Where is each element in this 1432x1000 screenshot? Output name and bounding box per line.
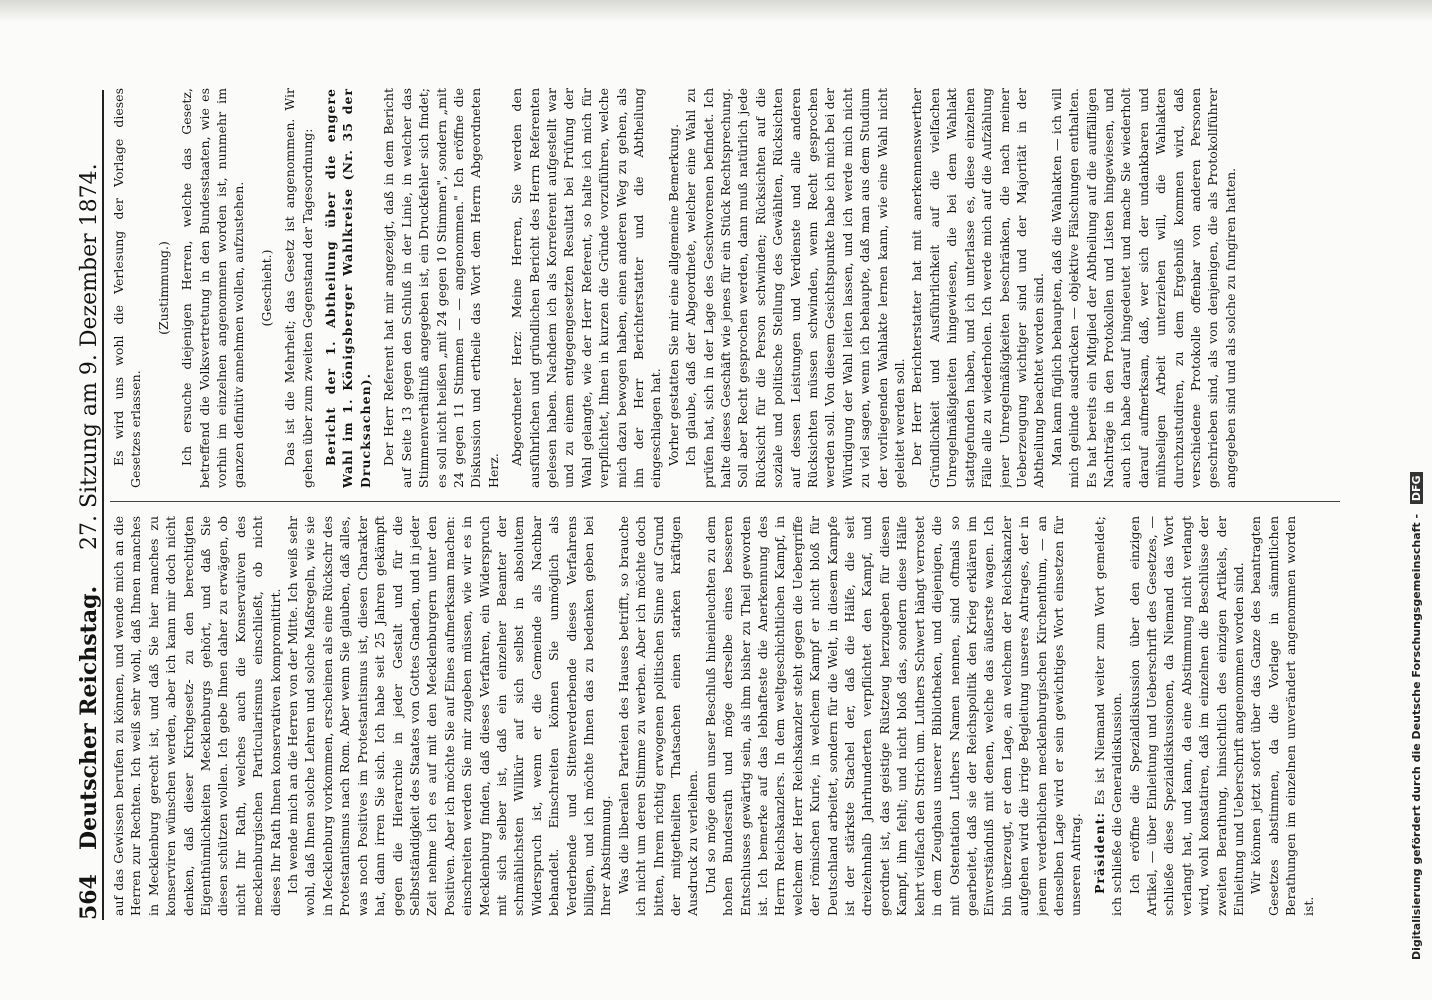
right-paragraph: Ich glaube, daß der Abgeordnete, welcher eine Wahl zu prüfen hat, sich in der Lage des Geschworenen befindet. Ich halte dieses Geschäft wie jenes für ein Stück Rechtsprechung. Soll aber Recht gesprochen werden, dann muß natürlich jede Rücksicht für die Person schwinden; Rücksichten auf die soziale und politische Stellung des Gewählten, Rücksichten auf dessen Leistungen und Verdienste und alle anderen Rücksichten müssen schwinden, wenn Recht gesprochen werden soll. Von diesem Gesichtspunkte habe ich mich bei der Würdigung der Wahl leiten lassen, und ich werde mich nicht zu viel sagen, wenn ich behaupte, daß man aus dem Studium der vorliegenden Wahlakte lernen kann, wie eine Wahl nicht geleitet werden soll. xyxy=(683,88,908,488)
vote-request: Ich ersuche diejenigen Herren, welche das Gesetz, betreffend die Volksvertretung in den Bundesstaaten, wie es vorhin im einzelnen angenommen worden ist, nunmehr im ganzen definitiv annehmen wollen, aufzustehen. xyxy=(179,88,247,488)
left-paragraph: Und so möge denn unser Beschluß hineinleuchten zu dem hohen Bundesrath und möge derselbe eines besseren Entschlusses gewärtig sein, als ihm bisher zu Theil geworden ist. Ich bemerke auf das lebhafteste die Anerkennung des Herrn Reichskanzlers. In dem weltgeschichtlichen Kampf, in welchem der Herr Reichskanzler steht gegen die Uebergriffe der römischen Kurie, in welchem Kampf er nicht bloß für Deutschland arbeitet, sondern für die Welt, in diesem Kampfe ist der stärkste Stachel der, daß die Hälfe, die seit dreizehnhalb Jahrhunderten verpflichtet den Kampf, und geordnet ist, das geistige Rüstzeug herzugeben für diesen Kampf, ihm fehlt; und nicht bloß das, sondern diese Hälfe kehrt vielfach den Strich um. Luthers Schwert hängt verrostet in dem Zeughaus unserer Bibliotheken, und diejenigen, die mit Ostentation Luthers Namen nennen, sind oftmals so gearbeitet, daß sie der Reichspolitik den Krieg erklären im Einverständniß mit denen, welche das äußerste wagen. Ich bin überzeugt, er dem Lage, an welchem der Reichskanzler aufgehen wird die irrige Begleitung unseres Antrages, der in jenem verderblichen mecklenburgischen Kirchenthum, — an denselben Lage wird er sein gewichtiges Wort einsetzen für unseren Antrag. xyxy=(702,516,1084,916)
left-paragraph: Wir können jetzt sofort über das Ganze des beantragten Gesetzes abstimmen, da die Vorlage in sämmtlichen Berathungen im einzelnen unverändert angenommen worden ist. xyxy=(1248,516,1316,916)
page-header xyxy=(62,90,104,920)
right-paragraph: Abgeordneter Herz: Meine Herren, Sie werden den ausführlichen und gründlichen Bericht des Herrn Referenten gelesen haben. Nachdem ich als Korreferent aufgestellt war und zu einem entgegengesetzten Resultat bei Prüfung der Wahl gelangte, wie der Herr Referent, so halte ich mich für verpflichtet, Ihnen in kurzen die Gründe vorzuführen, welche mich dazu bewogen haben, einen anderen Weg zu gehen, als ihn der Herr Berichterstatter und die Abtheilung eingeschlagen hat. xyxy=(509,88,664,488)
scan-edge-shadow xyxy=(0,0,1432,22)
vote-result: Das ist die Mehrheit; das Gesetz ist angenommen. Wir gehen über zum zweiten Gegenstand der Tagesordnung: xyxy=(282,88,315,488)
applause-note: (Zustimmung.) xyxy=(155,241,171,335)
left-column xyxy=(110,516,1350,916)
opening-paragraph: Es wird uns wohl die Verlesung der Vorlage dieses Gesetzes erlassen. xyxy=(111,88,144,488)
column-divider xyxy=(110,501,1340,502)
agenda-heading: Bericht der 1. Abtheilung über die engere Wahl im 1. Königsberger Wahlkreise (Nr. 35 der Drucksachen). xyxy=(323,88,373,488)
left-paragraph: auf das Gewissen berufen zu können, und wende mich an die Herren zur Rechten. Ich weiß sehr wohl, daß Ihnen manches in Mecklenburg gerecht ist, und daß Sie hier manches zu konserviren wünschen werden, aber ich kann mir doch nicht denken, daß dieser Kirchgesetz- zu den berechtigten Eigenthümlichkeiten Mecklenburgs gehört, und daß Sie diesen schützen wollen. Ich gebe Ihnen daher zu erwägen, ob nicht Ihr Rath, welches auch die Konservativen des mecklenburgischen Particularismus einschließt, ob nicht dieses Ihr Rath Ihnen konservativen kompromittirt. xyxy=(111,516,283,916)
president-statement xyxy=(1091,516,1126,916)
president-text: Es ist Niemand weiter zum Wort gemeldet; ich schließe die Generaldiskussion. xyxy=(1091,516,1125,916)
digitization-credit xyxy=(1410,40,1428,960)
right-column xyxy=(110,88,1350,488)
dfg-badge: DFG xyxy=(1410,472,1423,504)
right-paragraph: Vorher gestatten Sie mir eine allgemeine Bemerkung. xyxy=(665,123,681,466)
credit-text: Digitalisierung gefördert durch die Deutsche Forschungsgemeinschaft - xyxy=(1410,513,1423,960)
publication-title: Deutscher Reichstag. xyxy=(76,585,102,850)
left-paragraph: Ich wende mich an die Herren von der Mitte. Ich weiß sehr wohl, daß Ihnen solche Lehren und solche Maßregeln, wie sie in Mecklenburg vorkommen, erscheinen als eine Rückschr des Protestantismus nach Rom. Aber wenn Sie glauben, daß alles, was noch Positives im Protestantismus ist, diesen Charakter hat, dann irren Sie sich. Ich habe seit 25 Jahren gekämpft gegen die Hierarchie in jeder Gestalt und für die Selbstständigkeit des Staates von Gottes Gnaden, und in jeder Zeit nehme ich es auf mit den Mecklenburgern unter den Positiven. Aber ich möchte Sie auf Eines aufmerksam machen: einschreiten werden Sie mir zugeben müssen, wie wir es in Mecklenburg finden, daß dieses Verfahren, ein Widerspruch mit sich selber ist, daß ein einzelner Beamter der schmählichsten Willkür auf sich selbst in absolutem Widerspruch ist, wenn er die Gemeinde als Nachbar behandelt. Einschreiten können Sie unmöglich als Verderbende und Sittenverderbende dieses Verfahrens billigen, und ich möchte Ihnen das zu bedenken geben bei Ihrer Abstimmung. xyxy=(285,516,614,916)
left-paragraph: Was die liberalen Parteien des Hauses betrifft, so brauche ich nicht um deren Stimme zu werben. Aber ich möchte doch bitten, Ihrem richtig erwogenen politischen Sinne auf Grund der mitgetheilten Thatsachen einen starken kräftigen Ausdruck zu verleihen. xyxy=(615,516,701,916)
left-paragraph: Ich eröffne die Spezialdiskussion über den einzigen Artikel, — über Einleitung und Ueberschrift des Gesetzes, — schließe diese Spezialdiskussionen, da Niemand das Wort verlangt hat, und kann, da eine Abstimmung nicht verlangt wird, wohl konstatiren, daß im einzelnen die Beschlüsse der zweiten Berathung, hinsichtlich des einzigen Artikels, der Einleitung und Ueberschrift angenommen worden sind. xyxy=(1126,516,1246,916)
page-number: 564 xyxy=(76,874,102,920)
right-paragraph: Der Herr Berichterstatter hat mit anerkennenswerther Gründlichkeit und Ausführlichkeit auf die vielfachen Unregelmäßigkeiten hingewiesen, die bei dem Wahlakt stattgefunden haben, und ich unterlasse es, diese einzelnen Fälle alle zu wiederholen. Ich werde mich auf die Aufzählung jener Unregelmäßigkeiten beschränken, die nach meiner Ueberzeugung wichtiger sind und der Majorität in der Abtheilung beachtet worden sind. xyxy=(909,88,1047,488)
happens-note: (Geschieht.) xyxy=(258,249,274,327)
session-title: 27. Sitzung am 9. Dezember 1874. xyxy=(77,163,102,550)
president-label: Präsident: xyxy=(1091,811,1107,894)
right-paragraph: Man kann füglich behaupten, daß die Wahlakten — ich will mich gelinde ausdrücken — objektive Fälschungen enthalten. Es hat bereits ein Mitglied der Abtheilung auf die auffälligen Nachträge in den Protokollen und Listen hingewiesen, und auch ich habe darauf hingedeutet und mache Sie wiederholt darauf aufmerksam, daß, wer sich der undankbaren und mühseligen Arbeit unterziehen will, die Wahlakten durchzustudiren, zu dem Ergebniß kommen wird, daß verschiedene Protokolle offenbar von anderen Personen geschrieben sind, als von denjenigen, die als Protokollführer angegeben sind und als solche zu fungiren hatten. xyxy=(1048,88,1238,488)
right-paragraph: Der Herr Referent hat mir angezeigt, daß in dem Bericht auf Seite 13 gegen den Schluß in der Linie, in welcher das Stimmenverhältniß angegeben ist, ein Druckfehler sich findet; es soll nicht heißen „mit 24 gegen 10 Stimmen", sondern „mit 24 gegen 11 Stimmen — — angenommen." Ich eröffne die Diskussion und ertheile das Wort dem Herrn Abgeordneten Herz. xyxy=(381,88,501,488)
